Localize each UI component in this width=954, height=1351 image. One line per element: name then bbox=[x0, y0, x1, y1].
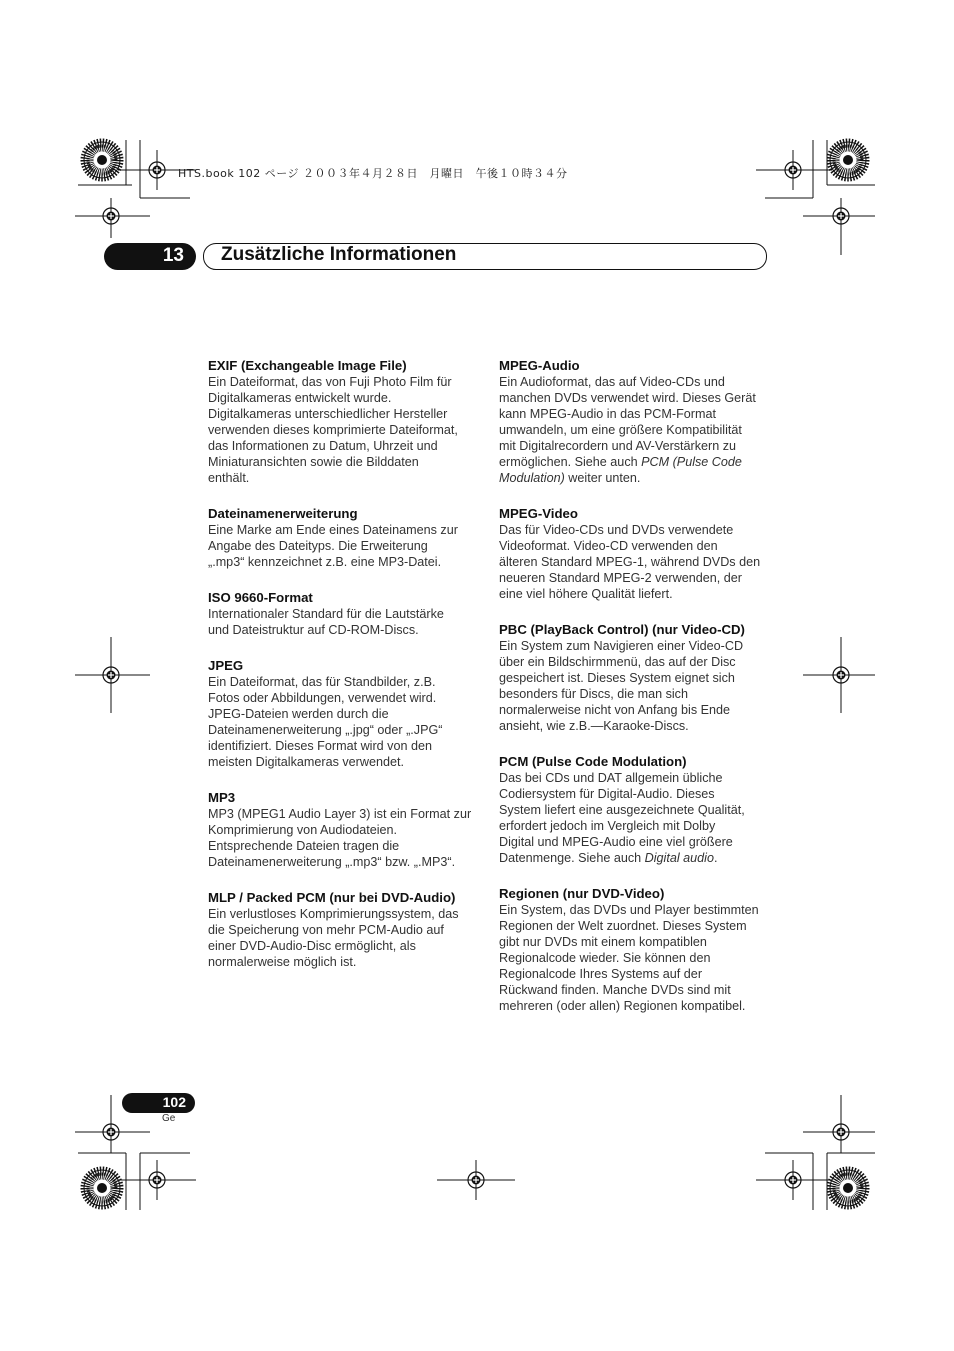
chapter-number-badge bbox=[104, 243, 196, 270]
glossary-entry-iso9660 bbox=[208, 589, 476, 638]
cross-reference: PCM (Pulse Code Modulation) bbox=[499, 455, 742, 485]
glossary-entry-regions bbox=[499, 885, 767, 1014]
glossary-definition: Ein System zum Navigieren einer Video-CD über ein Bildschirmmenü, das auf der Disc gespeichert ist. Dieses System eignet sich besonders für Discs, die man sich normalerweise nicht von Anfang bis Ende ansieht, wie z.B.—Karaoke-Discs. bbox=[499, 639, 744, 733]
cross-reference: Digital audio bbox=[644, 851, 714, 865]
glossary-entry-mlp bbox=[208, 889, 476, 970]
sunburst-mark-bottom-left bbox=[84, 1170, 120, 1206]
glossary-definition: Ein Audioformat, das auf Video-CDs und manchen DVDs verwendet wird. Dieses Gerät kann MPEG-Audio in das PCM-Format umwandeln, um eine größere Kompatibilität mit Digitalrecordern und AV-Verstärkern zu ermöglichen. Siehe auch PCM (Pulse Code Modulation) weiter unten. bbox=[499, 375, 756, 485]
glossary-term: MP3 bbox=[208, 790, 236, 805]
glossary-right-column bbox=[499, 357, 767, 1033]
sunburst-mark-bottom-right bbox=[830, 1170, 866, 1206]
glossary-term: MPEG-Video bbox=[499, 506, 578, 521]
glossary-term: MPEG-Audio bbox=[499, 358, 580, 373]
glossary-definition: Internationaler Standard für die Lautstärke und Dateistruktur auf CD-ROM-Discs. bbox=[208, 607, 444, 637]
glossary-entry-pbc bbox=[499, 621, 767, 734]
glossary-definition: Ein System, das DVDs und Player bestimmten Regionen der Welt zuordnet. Dieses System gibt nur DVDs mit einem kompatiblen Regionalcode wieder. Sie können den Regionalcode Ihres Systems auf der Rückwand finden. Manche DVDs sind mit mehreren (oder allen) Regionen kompatibel. bbox=[499, 903, 759, 1013]
glossary-term: ISO 9660-Format bbox=[208, 590, 313, 605]
chapter-number: 13 bbox=[162, 245, 184, 266]
glossary-entry-pcm bbox=[499, 753, 767, 866]
glossary-term: EXIF (Exchangeable Image File) bbox=[208, 358, 407, 373]
print-info-line: HTS.book 102 ページ ２００３年４月２８日 月曜日 午後１０時３４分 bbox=[178, 167, 568, 180]
language-code: Ge bbox=[162, 1113, 176, 1124]
sunburst-mark-top-left bbox=[84, 142, 120, 178]
glossary-left-column bbox=[208, 357, 476, 989]
glossary-entry-extension bbox=[208, 505, 476, 570]
glossary-entry-exif bbox=[208, 357, 476, 486]
glossary-definition: Ein Dateiformat, das für Standbilder, z.B. Fotos oder Abbildungen, verwendet wird. JPEG-Dateien werden durch die Dateinamenerweiterung „.jpg“ oder „.JPG“ identifiziert. Dieses Format wird von den meisten Digitalkameras verwendet. bbox=[208, 675, 443, 769]
glossary-entry-jpeg bbox=[208, 657, 476, 770]
glossary-definition: Das bei CDs und DAT allgemein übliche Codiersystem für Digital-Audio. Dieses System liefert eine ausgezeichnete Qualität, erfordert jedoch im Vergleich mit Dolby Digital und MPEG-Audio eine viel größere Datenmenge. Siehe auch Digital audio. bbox=[499, 771, 745, 865]
glossary-term: PBC (PlayBack Control) (nur Video-CD) bbox=[499, 622, 745, 637]
chapter-title-box bbox=[203, 243, 767, 270]
glossary-term: Regionen (nur DVD-Video) bbox=[499, 886, 665, 901]
sunburst-mark-top-right bbox=[830, 142, 866, 178]
glossary-definition: Eine Marke am Ende eines Dateinamens zur Angabe des Dateityps. Die Erweiterung „.mp3“ kennzeichnet z.B. eine MP3-Datei. bbox=[208, 523, 458, 569]
page-number: 102 bbox=[162, 1094, 186, 1110]
glossary-term: JPEG bbox=[208, 658, 244, 673]
chapter-title: Zusätzliche Informationen bbox=[221, 244, 457, 265]
glossary-definition: Das für Video-CDs und DVDs verwendete Videoformat. Video-CD verwenden den älteren Standard MPEG-1, während DVDs den neueren Standard MPEG-2 verwenden, der eine viel höhere Qualität liefert. bbox=[499, 523, 761, 601]
glossary-definition: MP3 (MPEG1 Audio Layer 3) ist ein Format zur Komprimierung von Audiodateien. Entsprechende Dateien tragen die Dateinamenerweiterung „.mp3“ bzw. „.MP3“. bbox=[208, 807, 472, 869]
glossary-entry-mp3 bbox=[208, 789, 476, 870]
page-number-badge bbox=[122, 1093, 195, 1113]
glossary-definition: Ein Dateiformat, das von Fuji Photo Film für Digitalkameras entwickelt wurde. Digitalkameras unterschiedlicher Hersteller verwenden dieses komprimierte Dateiformat, das Informationen zu Datum, Uhrzeit und Miniaturansichten sowie die Bilddaten enthält. bbox=[208, 375, 458, 485]
glossary-term: PCM (Pulse Code Modulation) bbox=[499, 754, 687, 769]
glossary-entry-mpeg-audio bbox=[499, 357, 767, 486]
glossary-definition: Ein verlustloses Komprimierungssystem, das die Speicherung von mehr PCM-Audio auf einer DVD-Audio-Disc ermöglicht, als normalerweise möglich ist. bbox=[208, 907, 459, 969]
glossary-term: Dateinamenerweiterung bbox=[208, 506, 358, 521]
glossary-entry-mpeg-video bbox=[499, 505, 767, 602]
glossary-term: MLP / Packed PCM (nur bei DVD-Audio) bbox=[208, 890, 456, 905]
